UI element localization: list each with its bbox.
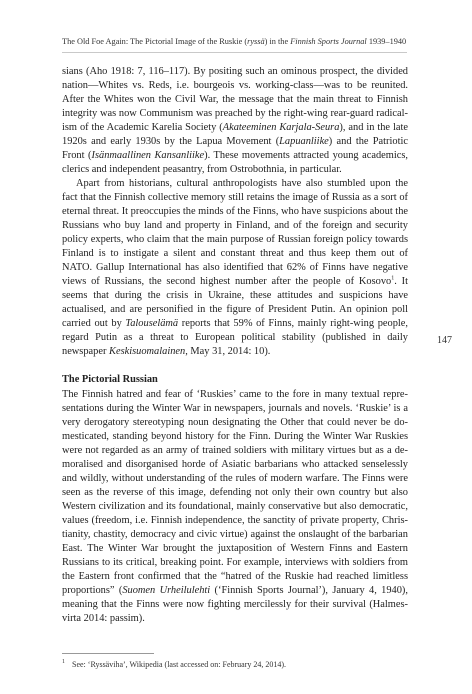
header-journal: Finnish Sports Journal <box>290 37 367 46</box>
text-run: . It seems that during the crisis in Ukraine, these attitudes and suspicions have actualised, and are personified in the figure of President Putin. An opinion poll carried out by <box>62 276 409 329</box>
italic-term: Talouselämä <box>125 318 179 329</box>
header-text-mid: ) in the <box>264 37 291 46</box>
text-run: sians (Aho 1918: 7, 116–117). By positing such an ominous prospect, the divided nation—Whites vs. Reds, i.e. bourgeois vs. working-class—was to be reunited. After the Whites won the Civil War, the message that the main threat to Finnish integrity was now Communism was preached by the right-wing rear-guard radicalism of the Academic Karelia Society ( <box>62 66 408 133</box>
text-run: ). These movements attracted young academics, clerics and independent peasantry, from Ostrobothnia, in particular. <box>62 150 408 175</box>
header-text-post: 1939–1940 <box>366 37 407 46</box>
header-term: ryssä <box>247 37 265 46</box>
text-run: (‘Finnish Sports Journal’), January 4, 1940), meaning that the Finns were now fighting mercilessly for their survival (Halmesvirta 2014: passim). <box>62 585 408 624</box>
italic-term: Suomen Urheilulehti <box>122 585 211 596</box>
italic-term: Akateeminen Karjala-Seura <box>222 122 340 133</box>
section-heading: The Pictorial Russian <box>62 374 158 385</box>
paragraph-3 <box>62 388 408 626</box>
page-number: 147 <box>437 335 452 346</box>
italic-term: Lapuanliike <box>279 136 329 147</box>
header-rule <box>62 52 407 53</box>
text-run: , May 31, 2014: 10). <box>185 346 271 357</box>
main-text <box>62 65 408 626</box>
italic-term: Keskisuomalainen <box>109 346 186 357</box>
text-run: The Finnish hatred and fear of ‘Ruskies’ came to the fore in many textual representations during the Winter War in newspapers, journals and novels. ‘Ruskie’ is a very derogatory stereotyping noun designating the Other that could never be domesticated, standing beyond history for the Finn. During the Winter War Ruskies were not regarded as an army of trained soldiers with military virtues but as a demoralised and disorganised horde of Asiatic barbarians who attacked senselessly and wildly, without understanding of the rules of modern warfare. The Finns were seen as the reverse of this image, defending not only their own country but also Western civilization and its foundational, mainly conservative but also democratic, values (freedom, i.e. Finnish independence, the sanctity of private property, Christianity, chastity, democracy and civic virtue) against the onslaught of the barbarian East. The Winter War brought the juxtaposition of Western Finns and Eastern Russians to its critical, breaking point. For example, interviews with soldiers from the Eastern front confirmed that the “hatred of the Ruskie had reached limitless proportions” ( <box>62 389 408 596</box>
text-run: ), and in the late 1920s and early 1930s by the Lapua Movement ( <box>62 122 408 147</box>
footnote: 1 See: ‘Ryssäviha’, Wikipedia (last accessed on: February 24, 2014). <box>62 659 287 669</box>
text-run: ) and the Patriotic Front ( <box>62 136 408 161</box>
footnote-rule <box>62 653 154 654</box>
running-header <box>62 36 412 47</box>
paragraph-1 <box>62 65 408 177</box>
footnote-text: See: ‘Ryssäviha’, Wikipedia (last accessed on: February 24, 2014). <box>72 660 287 669</box>
footnote-ref[interactable]: 1 <box>391 275 395 282</box>
paragraph-2 <box>62 177 408 359</box>
text-run: reports that 59% of Finns, mainly right-wing people, regard Putin as a threat to European political stability (published in daily newspaper <box>62 318 408 357</box>
text-run: Apart from historians, cultural anthropologists have also stumbled upon the fact that the Finnish collective memory still retains the image of Russia as a sort of eternal threat. It preoccupies the minds of the Finns, who have suspicions about the Russians who buy land and property in Finland, and of the foreign and security policy experts, who claim that the main purpose of Russian foreign policy towards Finland is to instigate a silent and constant threat and thus keep them out of NATO. Gallup International has also identified that 62% of Finns have negative views of Russians, the second highest number after the people of Kosovo <box>62 178 408 287</box>
italic-term: Isänmaallinen Kansanliike <box>91 150 205 161</box>
header-text-pre: The Old Foe Again: The Pictorial Image of the Ruskie ( <box>62 37 248 46</box>
